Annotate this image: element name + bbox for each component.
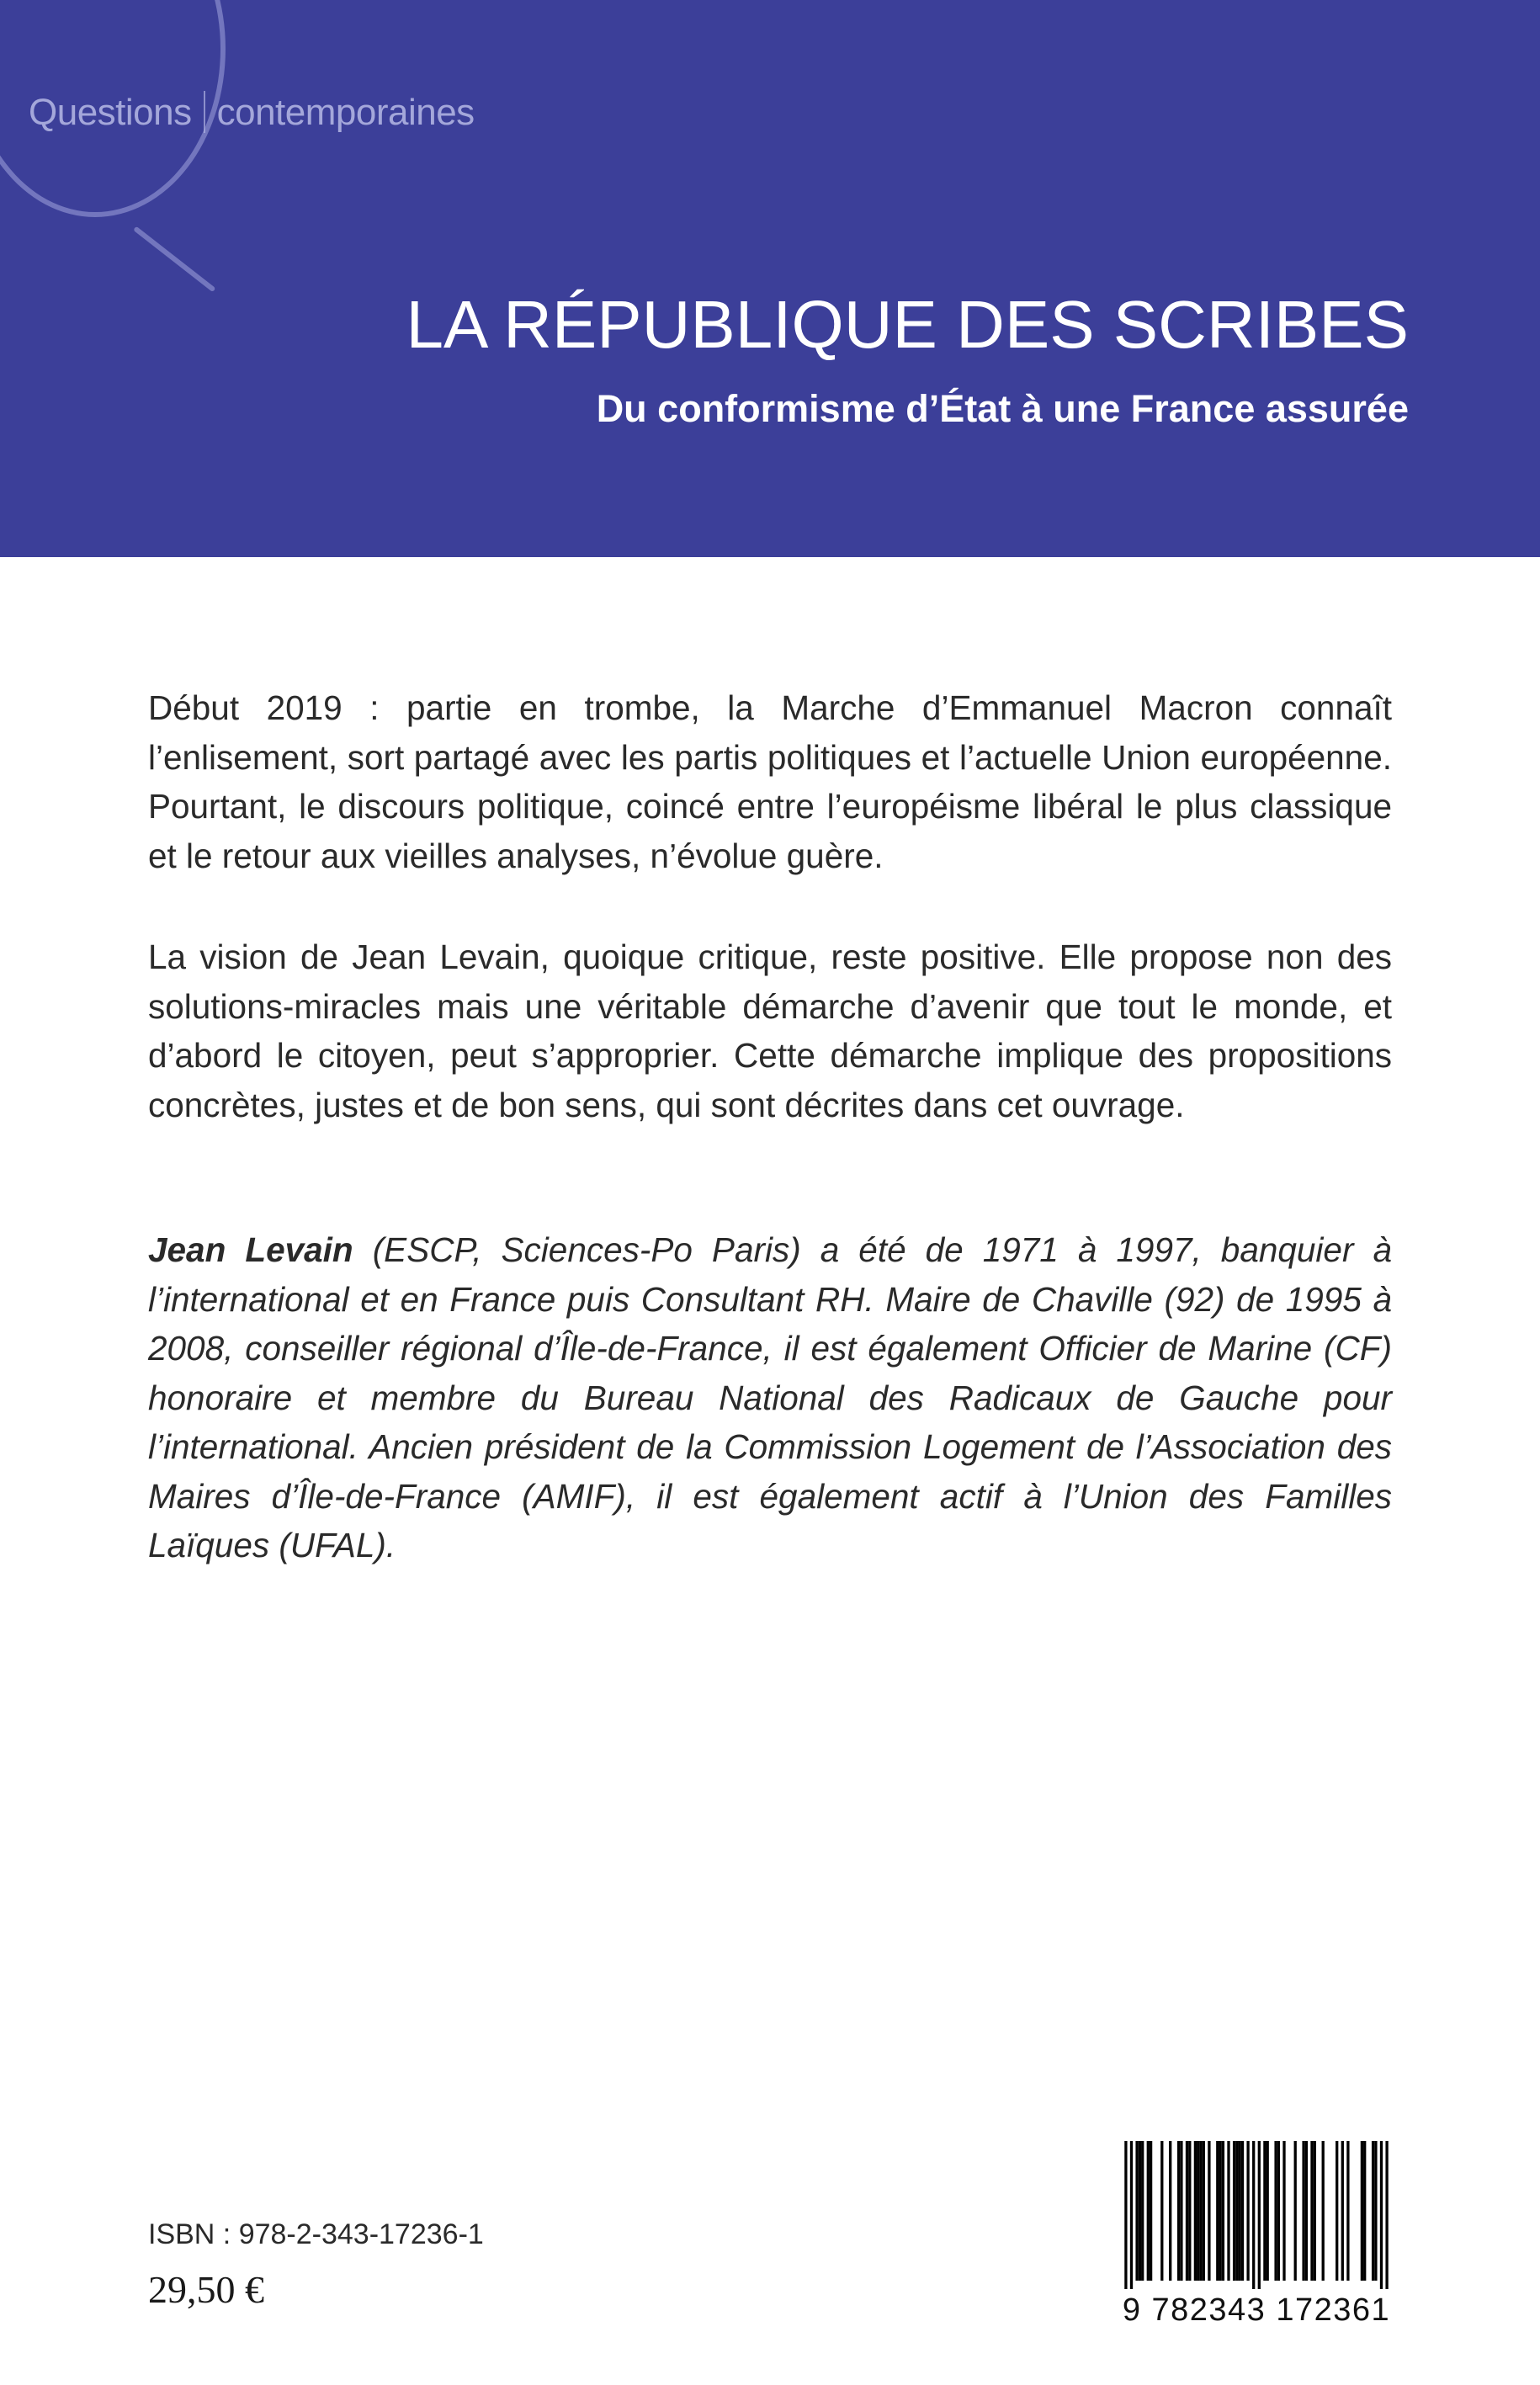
- barcode-bar: [1263, 2141, 1266, 2281]
- barcode-bar: [1277, 2141, 1280, 2281]
- barcode-bar: [1385, 2141, 1388, 2289]
- barcode-bar: [1374, 2141, 1377, 2281]
- barcode-bar: [1252, 2141, 1255, 2289]
- series-divider: [204, 91, 205, 133]
- barcode-bar: [1372, 2141, 1374, 2281]
- barcode-bar: [1147, 2141, 1150, 2281]
- barcode-bar: [1141, 2141, 1144, 2281]
- barcode-bars: [1109, 2141, 1404, 2289]
- author-bio-text: (ESCP, Sciences-Po Paris) a été de 1971 à 1997, banquier à l’international et en France puis Consultant RH. Maire de Chaville (92) de 1995 à 2008, conseiller régional d’Île-de-France, il est également Officier de Marine (CF) honoraire et membre du Bureau National des Radicaux de Gauche pour l’international. Ancien président de la Commission Logement de l’Association des Maires d’Île-de-France (AMIF), il est également actif à l’Union des Familles Laïques (UFAL).: [148, 1230, 1392, 1564]
- barcode-bar: [1135, 2141, 1138, 2281]
- barcode-bar: [1180, 2141, 1182, 2281]
- series-name: [29, 91, 475, 134]
- barcode-bar: [1186, 2141, 1188, 2281]
- barcode-bar: [1294, 2141, 1297, 2281]
- book-title: LA RÉPUBLIQUE DES SCRIBES: [406, 287, 1409, 362]
- barcode-bar: [1169, 2141, 1171, 2281]
- barcode-bar: [1233, 2141, 1235, 2281]
- barcode-bar: [1314, 2141, 1316, 2281]
- barcode-bar: [1124, 2141, 1127, 2289]
- barcode-bar: [1246, 2141, 1249, 2281]
- barcode-bar: [1305, 2141, 1308, 2281]
- barcode-bar: [1177, 2141, 1180, 2281]
- barcode: [1109, 2141, 1404, 2329]
- barcode-bar: [1235, 2141, 1238, 2281]
- q-series-logo-tail: [133, 226, 215, 293]
- barcode-bar: [1346, 2141, 1349, 2281]
- barcode-bar: [1219, 2141, 1221, 2281]
- barcode-bar: [1227, 2141, 1229, 2281]
- header-band: [0, 0, 1540, 557]
- barcode-bar: [1361, 2141, 1363, 2281]
- barcode-bar: [1336, 2141, 1338, 2281]
- barcode-bar: [1380, 2141, 1383, 2289]
- barcode-digits: 9 782343 172361: [1122, 2292, 1391, 2328]
- barcode-bar: [1322, 2141, 1325, 2281]
- barcode-bar: [1363, 2141, 1366, 2281]
- barcode-bar: [1130, 2141, 1133, 2289]
- barcode-bar: [1302, 2141, 1304, 2281]
- author-name: Jean Levain: [148, 1230, 353, 1269]
- barcode-bar: [1310, 2141, 1313, 2281]
- barcode-bar: [1197, 2141, 1199, 2281]
- barcode-bar: [1208, 2141, 1210, 2281]
- blurb-paragraph-1: Début 2019 : partie en trombe, la Marche d’Emmanuel Macron connaît l’enlisement, sort partagé avec les partis politiques et l’actuelle Union européenne. Pourtant, le discours politique, coincé entre l’européisme libéral le plus classique et le retour aux vieilles analyses, n’évolue guère.: [148, 688, 1392, 875]
- isbn: ISBN : 978-2-343-17236-1: [148, 2218, 484, 2250]
- barcode-bar: [1150, 2141, 1152, 2281]
- blurb-paragraph-2: La vision de Jean Levain, quoique critique, reste positive. Elle propose non des solutions-miracles mais une véritable démarche d’avenir que tout le monde, et d’abord le citoyen, peut s’approprier. Cette démarche implique des propositions concrètes, justes et de bon sens, qui sont décrites dans cet ouvrage.: [148, 938, 1392, 1124]
- barcode-bar: [1160, 2141, 1163, 2281]
- barcode-bar: [1282, 2141, 1285, 2281]
- price: 29,50 €: [148, 2268, 264, 2311]
- barcode-bar: [1241, 2141, 1244, 2281]
- series-word-2: contemporaines: [216, 92, 475, 133]
- barcode-bar: [1199, 2141, 1202, 2281]
- barcode-bar: [1239, 2141, 1241, 2281]
- barcode-bar: [1188, 2141, 1191, 2281]
- barcode-bar: [1258, 2141, 1261, 2289]
- barcode-bar: [1203, 2141, 1205, 2281]
- barcode-bar: [1216, 2141, 1219, 2281]
- barcode-bar: [1341, 2141, 1344, 2281]
- barcode-bar: [1267, 2141, 1269, 2281]
- barcode-bar: [1194, 2141, 1197, 2281]
- series-word-1: Questions: [29, 92, 192, 133]
- book-subtitle: Du conformisme d’État à une France assurée: [596, 387, 1409, 430]
- barcode-bar: [1139, 2141, 1141, 2281]
- author-bio: [148, 1225, 1392, 1570]
- barcode-bar: [1274, 2141, 1277, 2281]
- barcode-bar: [1222, 2141, 1224, 2281]
